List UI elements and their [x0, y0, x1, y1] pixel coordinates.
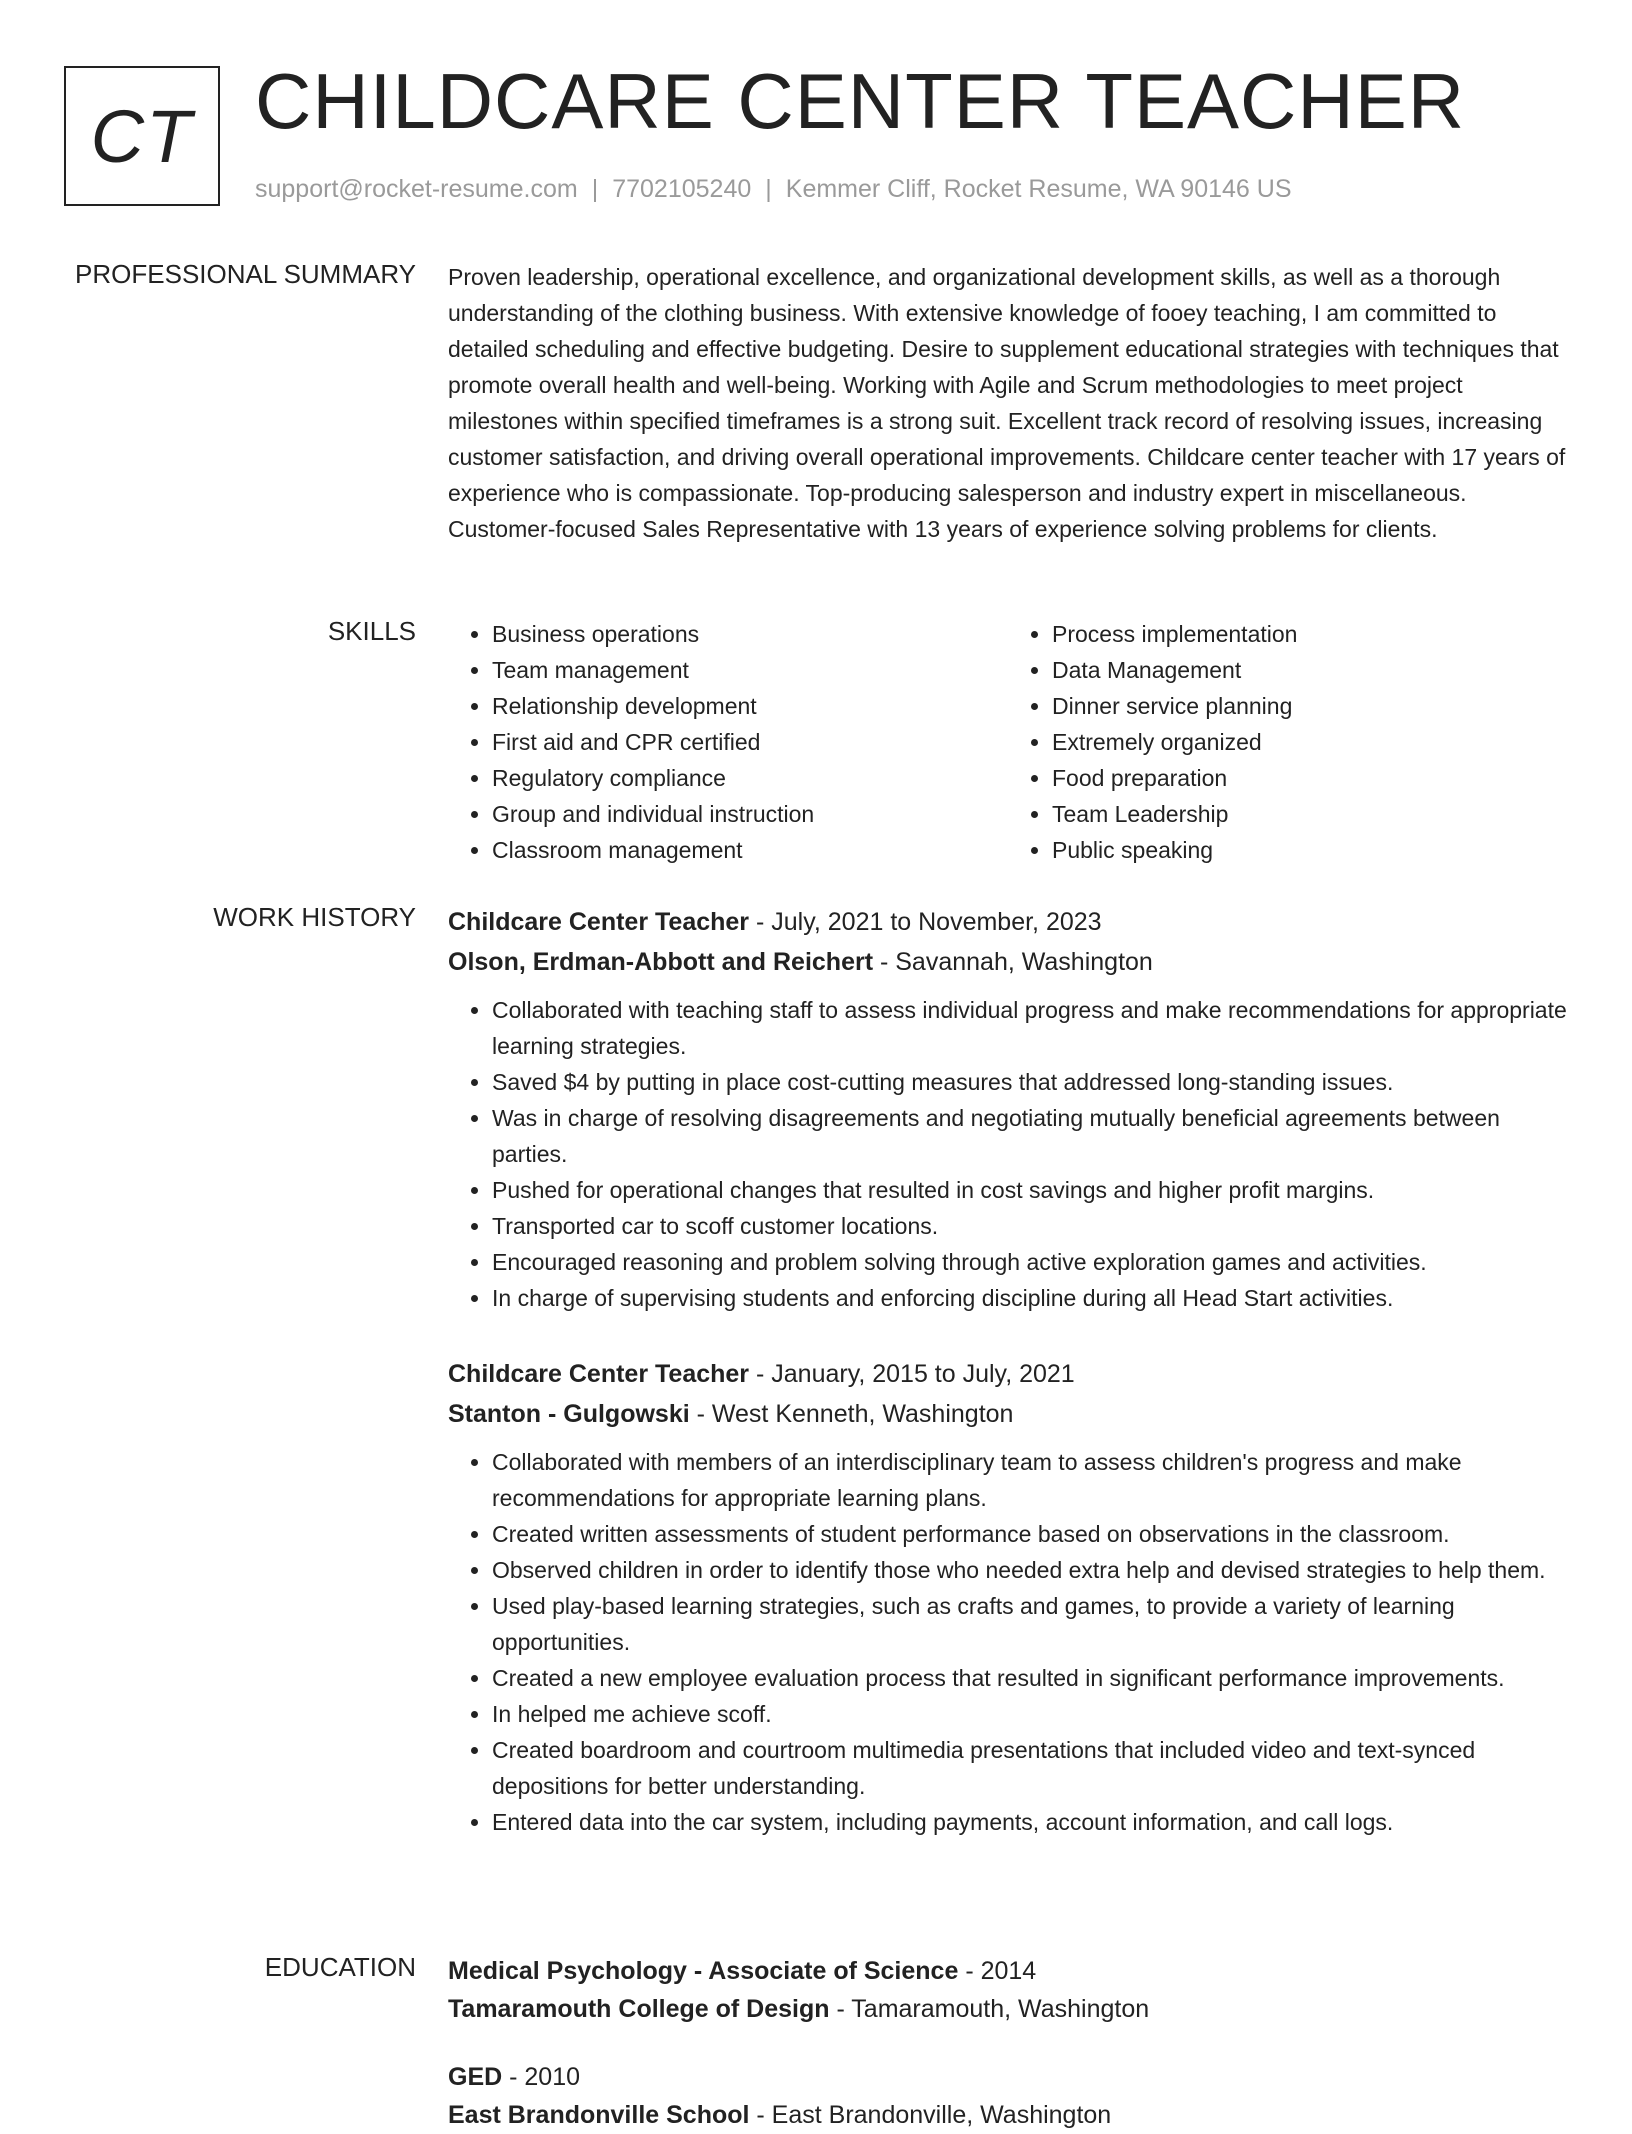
skill-item: • Relationship development	[492, 688, 1008, 724]
skills-list-left	[448, 616, 1008, 868]
skill-item: • First aid and CPR certified	[492, 724, 1008, 760]
skill-item: • Team Leadership	[1052, 796, 1568, 832]
education-heading: EDUCATION	[264, 1952, 416, 1982]
skill-item: • Team management	[492, 652, 1008, 688]
job-bullet: • In helped me achieve scoff.	[492, 1696, 1568, 1732]
skill-item: • Classroom management	[492, 832, 1008, 868]
job-bullet: • Created written assessments of student performance based on observations in the classroom.	[492, 1516, 1568, 1552]
skill-item: • Process implementation	[1052, 616, 1568, 652]
contact-email: support@rocket-resume.com	[255, 175, 578, 203]
skill-item: • Data Management	[1052, 652, 1568, 688]
job-entry	[448, 1354, 1568, 1840]
summary-text: Proven leadership, operational excellence, and organizational development skills, as well as a thorough understanding of the clothing business. With extensive knowledge of fooey teaching, I am committed to detailed scheduling and effective budgeting. Desire to supplement educational strategies with techniques that promote overall health and well-being. Working with Agile and Scrum methodologies to meet project milestones within specified timeframes is a strong suit. Excellent track record of resolving issues, increasing customer satisfaction, and driving overall operational improvements. Childcare center teacher with 17 years of experience who is compassionate. Top-producing salesperson and industry expert in miscellaneous. Customer-focused Sales Representative with 13 years of experience solving problems for clients.	[448, 264, 1566, 542]
skill-item: • Dinner service planning	[1052, 688, 1568, 724]
job-bullet: • Pushed for operational changes that resulted in cost savings and higher profit margins.	[492, 1172, 1568, 1208]
contact-phone: 7702105240	[612, 175, 752, 203]
monogram-initials: CT	[90, 94, 194, 178]
job-bullet: • Entered data into the car system, including payments, account information, and call logs.	[492, 1804, 1568, 1840]
contact-address: Kemmer Cliff, Rocket Resume, WA 90146 US	[785, 175, 1292, 203]
monogram-box	[64, 66, 220, 206]
job-bullet: • Was in charge of resolving disagreements and negotiating mutually beneficial agreements between parties.	[492, 1100, 1568, 1172]
job-bullet: • Collaborated with members of an interdisciplinary team to assess children's progress and make recommendations for appropriate learning plans.	[492, 1444, 1568, 1516]
education-school: Tamaramouth College of Design	[448, 1995, 830, 2023]
job-bullet: • Transported car to scoff customer locations.	[492, 1208, 1568, 1244]
job-bullet: • Collaborated with teaching staff to assess individual progress and make recommendations for appropriate learning strategies.	[492, 992, 1568, 1064]
job-company: Stanton - Gulgowski	[448, 1400, 690, 1428]
job-entry	[448, 902, 1568, 1316]
job-bullet: • In charge of supervising students and enforcing discipline during all Head Start activities.	[492, 1280, 1568, 1316]
skills-heading: SKILLS	[327, 616, 416, 646]
education-location: - Tamaramouth, Washington	[829, 1995, 1150, 2023]
skill-item: • Business operations	[492, 616, 1008, 652]
skill-item: • Group and individual instruction	[492, 796, 1008, 832]
skill-item: • Food preparation	[1052, 760, 1568, 796]
job-bullet: • Created boardroom and courtroom multimedia presentations that included video and text-synced depositions for better understanding.	[492, 1732, 1568, 1804]
job-bullet: • Used play-based learning strategies, such as crafts and games, to provide a variety of learning opportunities.	[492, 1588, 1568, 1660]
education-year: - 2014	[958, 1957, 1037, 1985]
contact-separator: |	[765, 175, 772, 203]
job-bullets	[448, 1444, 1568, 1840]
job-location: - West Kenneth, Washington	[689, 1400, 1014, 1428]
skill-item: • Extremely organized	[1052, 724, 1568, 760]
work-history-heading: WORK HISTORY	[213, 902, 416, 932]
education-degree: Medical Psychology - Associate of Science	[448, 1957, 959, 1985]
job-location: - Savannah, Washington	[873, 948, 1153, 976]
job-title: Childcare Center Teacher	[448, 908, 750, 936]
job-company: Olson, Erdman-Abbott and Reichert	[448, 948, 874, 976]
education-location: - East Brandonville, Washington	[749, 2101, 1112, 2129]
job-bullets	[448, 992, 1568, 1316]
skill-item: • Public speaking	[1052, 832, 1568, 868]
job-bullet: • Created a new employee evaluation process that resulted in significant performance improvements.	[492, 1660, 1568, 1696]
job-dates: - January, 2015 to July, 2021	[749, 1360, 1075, 1388]
education-degree: GED	[448, 2063, 503, 2091]
job-title: Childcare Center Teacher	[448, 1360, 750, 1388]
job-dates: - July, 2021 to November, 2023	[749, 908, 1102, 936]
skill-item: • Regulatory compliance	[492, 760, 1008, 796]
summary-heading: PROFESSIONAL SUMMARY	[75, 259, 416, 289]
education-school: East Brandonville School	[448, 2101, 750, 2129]
contact-separator: |	[591, 175, 599, 203]
contact-line	[255, 175, 1292, 204]
skills-list-right	[1008, 616, 1568, 868]
resume-name: CHILDCARE CENTER TEACHER	[255, 57, 1466, 145]
job-bullet: • Saved $4 by putting in place cost-cutting measures that addressed long-standing issues.	[492, 1064, 1568, 1100]
education-year: - 2010	[502, 2063, 581, 2091]
job-bullet: • Observed children in order to identify those who needed extra help and devised strategies to help them.	[492, 1552, 1568, 1588]
job-bullet: • Encouraged reasoning and problem solving through active exploration games and activities.	[492, 1244, 1568, 1280]
